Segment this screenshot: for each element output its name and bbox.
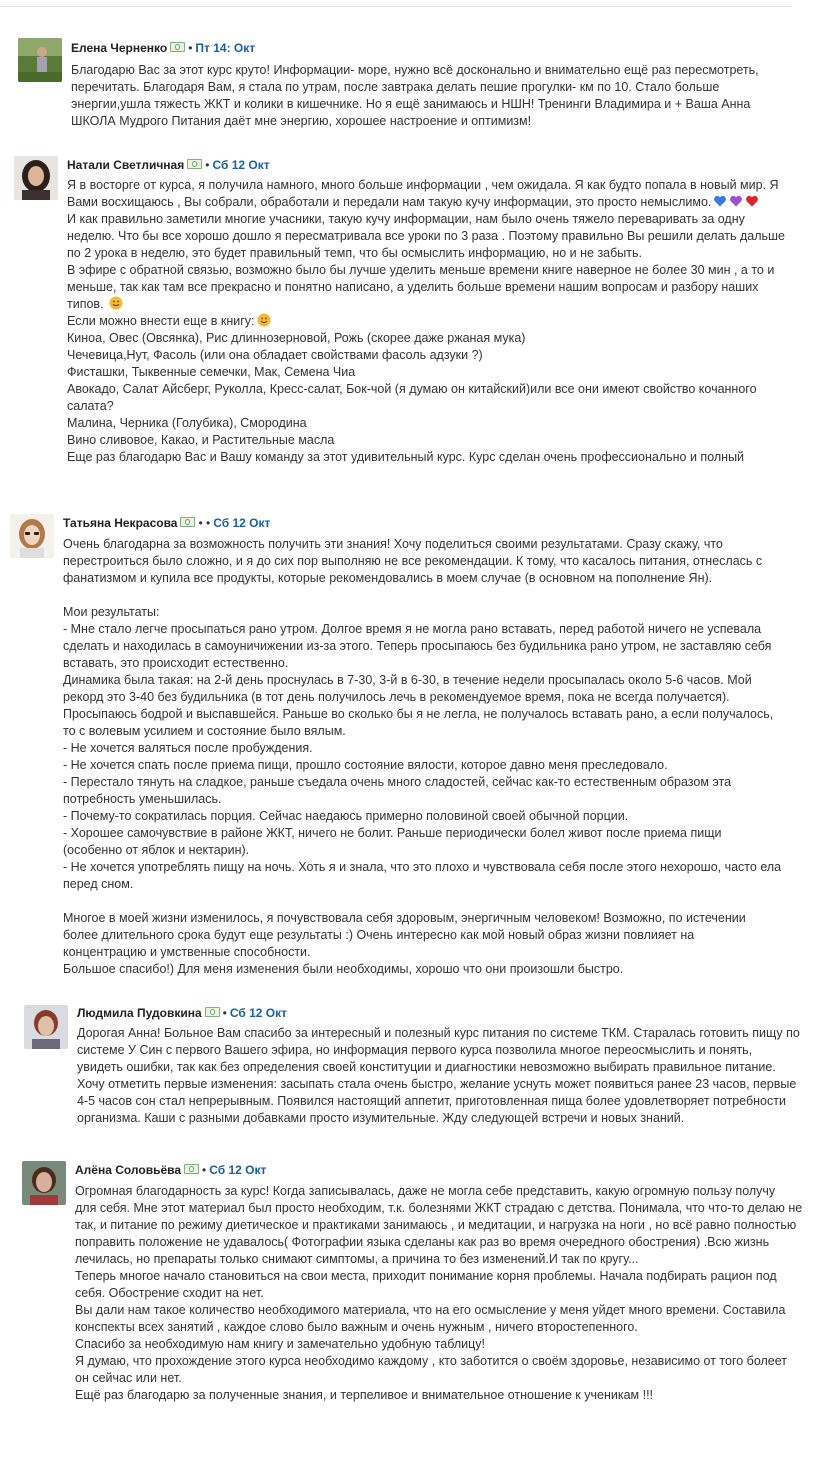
- money-badge-icon: [205, 1007, 220, 1017]
- purple-heart-icon: [729, 194, 743, 208]
- comment-tatyana: [10, 514, 800, 984]
- avatar-photo-icon: [24, 1005, 68, 1049]
- author-name[interactable]: Людмила Пудовкина: [77, 1006, 202, 1020]
- comment-header: [71, 41, 255, 55]
- comment-text: Очень благодарна за возможность получить эти знания! Хочу поделиться своими результатами. Сразу скажу, что перестроиться было сложно, и я до сих пор выполняю не все рекомендации. К тому, что касалось питания, отнеслась с фанатизмом и купила все продукты, которые рекомендовались в моем случае (в основном на пополнение Ян). Мои результаты: - Мне стало легче просыпаться рано утром. Долгое время я не могла рано вставать, перед работой ничего не успевала сделать и находилась в самоуничижении из-за этого. Теперь просыпаюсь без будильника рано утром, не заставляю себя вставать, это происходит естественно. Динамика была такая: на 2-й день проснулась в 7-30, 3-й в 6-30, в течение недели просыпалась около 5-6 часов. Мой рекорд это 3-40 без будильника (в тот день получилось лечь в рекомендуемое время, пока не всегда получается). Просыпаюсь бодрой и выспавшейся. Раньше во сколько бы я не легла, не получалось вставать рано, а если получалось, то с волевым усилием и состояние было вялым. - Не хочется валяться после пробуждения. - Не хочется спать после приема пищи, прошло состояние вялости, которое давно меня преследовало. - Перестало тянуть на сладкое, раньше съедала очень много сладостей, сейчас как-то естественным образом эта потребность уменьшилась. - Почему-то сократилась порция. Сейчас наедаюсь примерно половиной своей обычной порции. - Хорошее самочувствие в районе ЖКТ, ничего не болит. Раньше периодически болел живот после приема пищи (особенно от яблок и нектарин). - Не хочется употреблять пищу на ночь. Хоть я и знала, что это плохо и чувствовала себя после этого нехорошо, часто ела перед сном. Многое в моей жизни изменилось, я почувствовала себя здоровым, энергичным человеком! Возможно, по истечении более длительного срока будут еще результаты :) Очень интересно как мой новый образ жизни повлияет на концентрацию и умственные способности. Большое спасибо!) Для меня изменения были необходимы, хорошо что они произошли быстро.: [63, 537, 782, 976]
- author-name[interactable]: Натали Светличная: [67, 158, 185, 172]
- avatar-photo-icon: [10, 514, 54, 558]
- smile-emoji-icon: [257, 313, 271, 327]
- avatar-photo-icon: [22, 1161, 66, 1205]
- avatar[interactable]: [22, 1161, 66, 1205]
- money-badge-icon: [184, 1164, 199, 1174]
- comment-text: Дорогая Анна! Больное Вам спасибо за интересный и полезный курс питания по системе ТКМ. Старалась готовить пищу по системе У Син с первого Вашего эфира, но информация первого курса позволила многое переосмыслить и понять, увидеть ошибки, так как без определения своей конституции и диагностики невозможно выбирать правильное питание. Хочу отметить первые изменения: засыпать стала очень быстро, желание уснуть может появиться ранее 23 часов, первые 4-5 часов сон стал непрерывным. Появился настоящий аппетит, приготовленная пища более удовлетворяет потребности организма. Каши с разными добавками просто изумительные. Жду следующей встречи и новых знаний.: [77, 1026, 800, 1125]
- author-name[interactable]: Татьяна Некрасова: [63, 516, 178, 530]
- avatar-photo-icon: [18, 38, 62, 82]
- comment-header: [67, 158, 270, 172]
- avatar[interactable]: [14, 156, 58, 200]
- avatar-photo-icon: [14, 156, 58, 200]
- separator-dot: •: [188, 41, 193, 55]
- separator-dot: • •: [198, 516, 211, 530]
- separator-dot: •: [222, 1006, 227, 1020]
- red-heart-icon: [745, 194, 759, 208]
- top-divider: [0, 6, 792, 7]
- money-badge-icon: [170, 42, 185, 52]
- comment-header: [75, 1163, 266, 1177]
- comment-date[interactable]: Сб 12 Окт: [212, 158, 270, 172]
- comment-date[interactable]: Пт 14: Окт: [195, 41, 256, 55]
- avatar[interactable]: [18, 38, 62, 82]
- comment-date[interactable]: Сб 12 Окт: [209, 1163, 267, 1177]
- comment-lyudmila: [24, 1005, 798, 1130]
- author-name[interactable]: Алёна Соловьёва: [75, 1163, 182, 1177]
- smile-emoji-icon: [109, 296, 123, 310]
- separator-dot: •: [205, 158, 210, 172]
- comment-elena: [18, 38, 798, 133]
- comment-text: Огромная благодарность за курс! Когда записывалась, даже не могла себе представить, какую огромную пользу получу для себя. Мне этот материал был просто необходим, т.к. болезнями ЖКТ страдаю с детства. Понимала, что что-то делаю не так, и питание по режиму диетическое и практиками занимаюсь , и медитации, и нагрузка на ноги , но всё равно полностью поправить положение не удавалось( Фотографии языка сделаны как раз во время очередного обострения) .Всю жизнь лечилась, но препараты только снимают симптомы, а причина то без изменений.И так по кругу... Теперь многое начало становиться на свои места, приходит понимание корня проблемы. Начала подбирать рацион под себя. Обострение сходит на нет. Вы дали нам такое количество необходимого материала, что на его осмысление у меня уйдет много времени. Составила конспекты всех занятий , каждое слово было важным и очень нужным , ничего второстепенного. Спасибо за необходимую нам книгу и замечательно удобную таблицу! Я думаю, что прохождение этого курса необходимо каждому , кто заботится о своём здоровье, независимо от того болеет он сейчас или нет. Ещё раз благодарю за полученные знания, и терпеливое и внимательное отношение к ученикам !!!: [75, 1184, 803, 1402]
- comment-date[interactable]: Сб 12 Окт: [229, 1006, 287, 1020]
- separator-dot: •: [202, 1163, 207, 1177]
- author-name[interactable]: Елена Черненко: [71, 41, 168, 55]
- money-badge-icon: [187, 159, 202, 169]
- avatar[interactable]: [24, 1005, 68, 1049]
- blue-heart-icon: [713, 194, 727, 208]
- comment-natali: [14, 156, 798, 476]
- money-badge-icon: [180, 517, 195, 527]
- comment-date[interactable]: Сб 12 Окт: [213, 516, 271, 530]
- avatar[interactable]: [10, 514, 54, 558]
- comment-alena: [22, 1161, 803, 1411]
- comment-text: Я в восторге от курса, я получила намного, много больше информации , чем ожидала. Я как будто попала в новый мир. Я Вами восхищаюсь , Вы собрали, обработали и передали нам такую кучу информации, это просто немыслимо. И как правильно заметили многие учасники, такую кучу информации, нам было очень тяжело переваривать за одну неделю. Что бы все хорошо дошло я пересматривала все уроки по 3 раза . Поэтому правильно Вы решили делать дальше по 2 урока в неделю, это будет правильный темп, что бы осмыслить информацию, но и не забыть. В эфире с обратной связью, возможно было бы лучше уделить меньше времени книге наверное не более 30 мин , а то и меньше, так как там все прекрасно и понятно написано, а уделить больше времени нашим вопросам и разбору наших типов. Если можно внести еще в книгу: Киноа, Овес (Овсянка), Рис длиннозерновой, Рожь (скорее даже ржаная мука) Чечевица,Нут, Фасоль (или она обладает свойствами фасоль адзуки ?) Фисташки, Тыквенные семечки, Мак, Семена Чиа Авокадо, Салат Айсберг, Руколла, Кресс-салат, Бок-чой (я думаю он китайский)или все они имеют свойство кочанного салата? Малина, Черника (Голубика), Смородина Вино сливовое, Какао, и Растительные масла Еще раз благодарю Вас и Вашу команду за этот удивительный курс. Курс сделан очень профессионально и полный: [67, 178, 785, 464]
- comment-header: [63, 516, 270, 530]
- comment-header: [77, 1006, 287, 1020]
- comment-text: Благодарю Вас за этот курс круто! Информации- море, нужно всё досконально и внимательно ещё раз пересмотреть, перечитать. Благодаря Вам, я стала по утрам, после завтрака делать пешие прогулки- км по 10. Стало больше энергии,ушла тяжесть ЖКТ и колики в кишечнике. Но я ещё занимаюсь и НШН! Тренинги Владимира и + Ваша Анна ШКОЛА Мудрого Питания даёт мне энергию, хорошее настроение и оптимизм!: [71, 63, 759, 128]
